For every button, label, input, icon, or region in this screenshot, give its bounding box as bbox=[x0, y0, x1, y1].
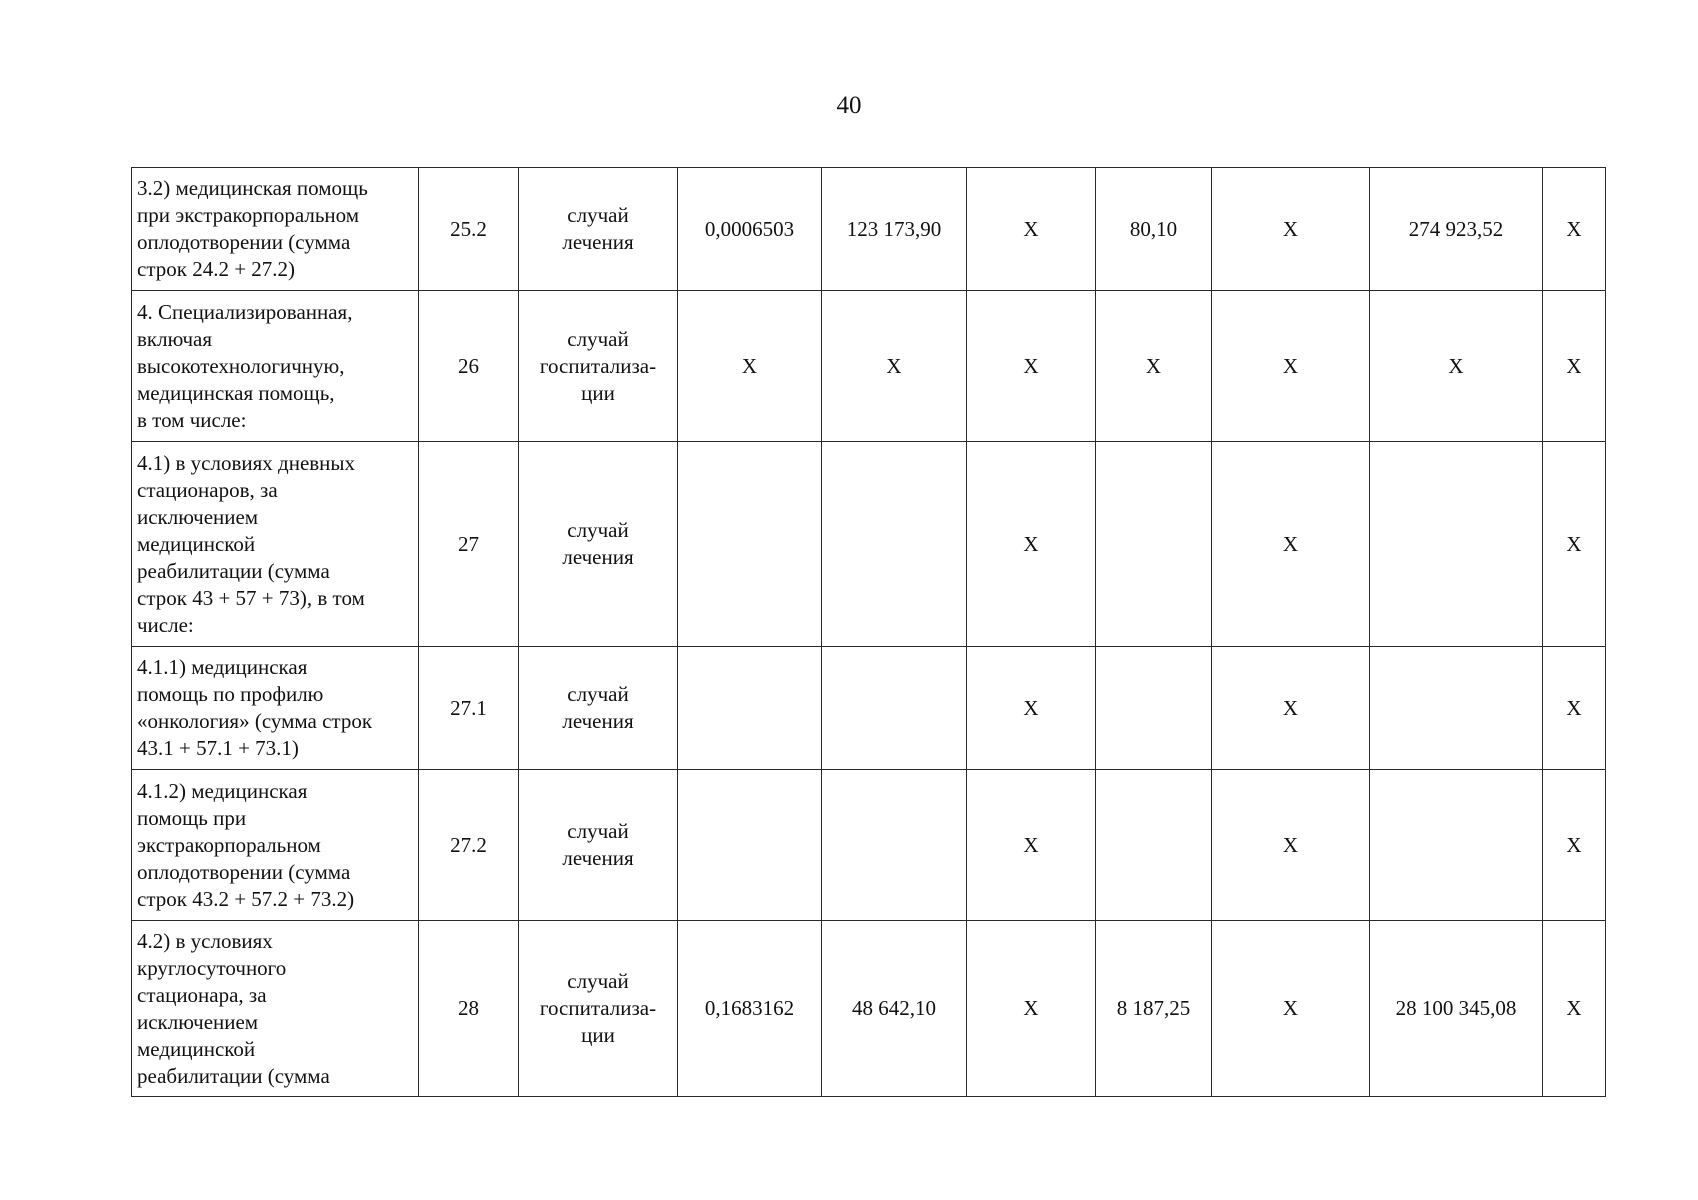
row-line-number: 25.2 bbox=[419, 168, 519, 291]
row-line-number: 27.1 bbox=[419, 647, 519, 770]
row-value: X bbox=[1543, 291, 1606, 442]
page-number: 40 bbox=[836, 92, 862, 119]
row-value: 28 100 345,08 bbox=[1370, 921, 1543, 1097]
row-value: X bbox=[967, 291, 1096, 442]
row-value: 0,1683162 bbox=[678, 921, 822, 1097]
row-value: 8 187,25 bbox=[1096, 921, 1212, 1097]
row-line-number: 26 bbox=[419, 291, 519, 442]
table-row bbox=[132, 442, 1606, 647]
table-row bbox=[132, 770, 1606, 921]
row-value: X bbox=[1370, 291, 1543, 442]
row-line-number: 27 bbox=[419, 442, 519, 647]
row-value: X bbox=[967, 647, 1096, 770]
table-row bbox=[132, 647, 1606, 770]
row-unit: случай госпитализа- ции bbox=[519, 291, 678, 442]
row-value: 274 923,52 bbox=[1370, 168, 1543, 291]
row-value: X bbox=[967, 921, 1096, 1097]
row-value: X bbox=[1543, 921, 1606, 1097]
row-value bbox=[1370, 647, 1543, 770]
row-unit: случай лечения bbox=[519, 168, 678, 291]
row-value: X bbox=[1543, 647, 1606, 770]
row-value bbox=[822, 647, 967, 770]
row-value: X bbox=[822, 291, 967, 442]
data-table bbox=[131, 167, 1606, 1097]
row-value: 48 642,10 bbox=[822, 921, 967, 1097]
row-value bbox=[822, 770, 967, 921]
row-name: 4.1.1) медицинская помощь по профилю «онкология» (сумма строк 43.1 + 57.1 + 73.1) bbox=[132, 647, 419, 770]
row-value: X bbox=[678, 291, 822, 442]
row-line-number: 27.2 bbox=[419, 770, 519, 921]
table-row bbox=[132, 921, 1606, 1097]
row-unit: случай лечения bbox=[519, 442, 678, 647]
row-value: 80,10 bbox=[1096, 168, 1212, 291]
row-value: X bbox=[1543, 168, 1606, 291]
row-value bbox=[678, 647, 822, 770]
row-value: X bbox=[1543, 442, 1606, 647]
table-row bbox=[132, 291, 1606, 442]
row-value bbox=[678, 442, 822, 647]
row-name: 4.1) в условиях дневных стационаров, за исключением медицинской реабилитации (сумма строк 43 + 57 + 73), в том числе: bbox=[132, 442, 419, 647]
row-value bbox=[822, 442, 967, 647]
row-value bbox=[678, 770, 822, 921]
row-unit: случай лечения bbox=[519, 647, 678, 770]
row-value: 0,0006503 bbox=[678, 168, 822, 291]
row-value: X bbox=[1212, 770, 1370, 921]
row-value: X bbox=[967, 442, 1096, 647]
row-name: 4.1.2) медицинская помощь при экстракорпоральном оплодотворении (сумма строк 43.2 + 57.2 + 73.2) bbox=[132, 770, 419, 921]
row-value: X bbox=[1212, 647, 1370, 770]
row-value bbox=[1096, 770, 1212, 921]
row-value: X bbox=[967, 770, 1096, 921]
row-line-number: 28 bbox=[419, 921, 519, 1097]
row-value bbox=[1096, 647, 1212, 770]
row-unit: случай лечения bbox=[519, 770, 678, 921]
row-value bbox=[1370, 770, 1543, 921]
row-value: 123 173,90 bbox=[822, 168, 967, 291]
row-value: X bbox=[1212, 442, 1370, 647]
row-name: 4.2) в условиях круглосуточного стационара, за исключением медицинской реабилитации (сумма bbox=[132, 921, 419, 1097]
row-value: X bbox=[1212, 168, 1370, 291]
row-value: X bbox=[967, 168, 1096, 291]
row-value: X bbox=[1543, 770, 1606, 921]
row-value bbox=[1096, 442, 1212, 647]
row-name: 3.2) медицинская помощь при экстракорпоральном оплодотворении (сумма строк 24.2 + 27.2) bbox=[132, 168, 419, 291]
row-name: 4. Специализированная, включая высокотехнологичную, медицинская помощь, в том числе: bbox=[132, 291, 419, 442]
row-value: X bbox=[1096, 291, 1212, 442]
table-row bbox=[132, 168, 1606, 291]
row-value: X bbox=[1212, 921, 1370, 1097]
row-value: X bbox=[1212, 291, 1370, 442]
row-value bbox=[1370, 442, 1543, 647]
row-unit: случай госпитализа- ции bbox=[519, 921, 678, 1097]
